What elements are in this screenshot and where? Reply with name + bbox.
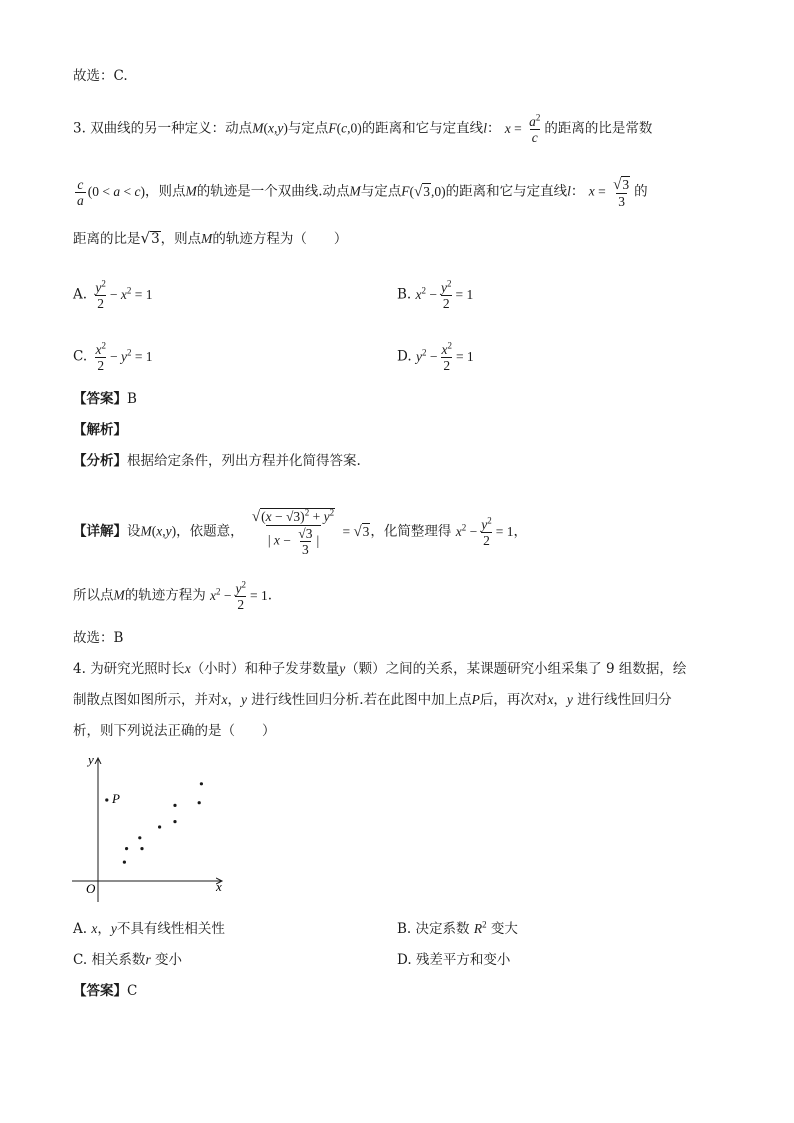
- scatter-point-6: [173, 820, 176, 823]
- scatter-point-5: [158, 825, 161, 828]
- scatter-point-9: [200, 782, 203, 785]
- scatter-point-8: [198, 801, 201, 804]
- q4-line3: 析，则下列说法正确的是（ ）: [73, 723, 276, 739]
- x-axis-label: x: [216, 879, 222, 894]
- scatter-point-2: [125, 847, 128, 850]
- q4-option-b[interactable]: B. 决定系数 $R^2$ 变大: [397, 919, 518, 937]
- q4-line1: 4. 为研究光照时长x（小时）和种子发芽数量y（颗）之间的关系，某课题研究小组采集了 9 组数据，绘: [73, 661, 687, 677]
- q3-line1: 3. 双曲线的另一种定义：动点M(x,y)与定点F(c,0)的距离和它与定直线l： x = $\frac{a^2}{c}$ 的距离的比是常数: [73, 112, 653, 145]
- q3-option-a[interactable]: A. $\frac{y^2}{2}$ − $x^2 = 1$: [73, 278, 153, 311]
- q3-analysis-tag: 【解析】: [73, 422, 127, 438]
- q3-line3: 距离的比是√3，则点M的轨迹方程为（ ）: [73, 229, 348, 247]
- origin-label: O: [86, 881, 96, 896]
- scatter-point-7: [173, 804, 176, 807]
- q3-option-b[interactable]: B. $x^2$ − $\frac{y^2}{2}$ = 1: [397, 278, 474, 311]
- scatter-plot: [70, 748, 240, 908]
- q3-number: 3.: [73, 120, 86, 137]
- scatter-point-3: [138, 836, 141, 839]
- q3-detail: 【详解】设M(x,y)，依题意， $√(x - √3)^2 + y^2$ | x − $\frac{√3}{3}$ | = √3，化简整理得 $x^2$ − $\frac{y^2}{2}$ = 1，: [73, 507, 527, 557]
- q3-option-c[interactable]: C. $\frac{x^2}{2}$ − $y^2 = 1$: [73, 340, 153, 373]
- q3-line2: $\frac{c}{a}$ (0 < a < c)，则点M的轨迹是一个双曲线.动点M与定点F(√3,0)的距离和它与定直线l： x = $\frac{√3}{3}$ 的: [77, 177, 648, 209]
- q4-answer: 【答案】C: [73, 983, 138, 999]
- q4-option-d[interactable]: D. 残差平方和变小: [397, 952, 511, 968]
- q4-number: 4.: [73, 661, 86, 677]
- y-axis-label: y: [88, 752, 94, 767]
- p-label: P: [112, 791, 120, 806]
- q4-line2: 制散点图如图所示，并对x，y 进行线性回归分析.若在此图中加上点P后，再次对x，y 进行线性回归分: [73, 692, 672, 708]
- q4-option-c[interactable]: C. 相关系数r 变小: [73, 952, 182, 968]
- q3-option-d[interactable]: D. $y^2$ − $\frac{x^2}{2}$ = 1: [397, 340, 474, 373]
- q3-final: 故选：B: [73, 630, 124, 646]
- q3-conclusion: 所以点M的轨迹方程为 $x^2$ − $\frac{y^2}{2}$ = 1.: [73, 579, 273, 612]
- q3-fenxi: 【分析】根据给定条件，列出方程并化简得答案.: [73, 453, 361, 469]
- prev-answer: 故选：C.: [73, 68, 128, 84]
- q3-answer: 【答案】B: [73, 391, 137, 407]
- point-p: [105, 798, 108, 801]
- q4-option-a[interactable]: A. x，y不具有线性相关性: [73, 921, 225, 937]
- scatter-point-1: [123, 861, 126, 864]
- scatter-point-4: [140, 847, 143, 850]
